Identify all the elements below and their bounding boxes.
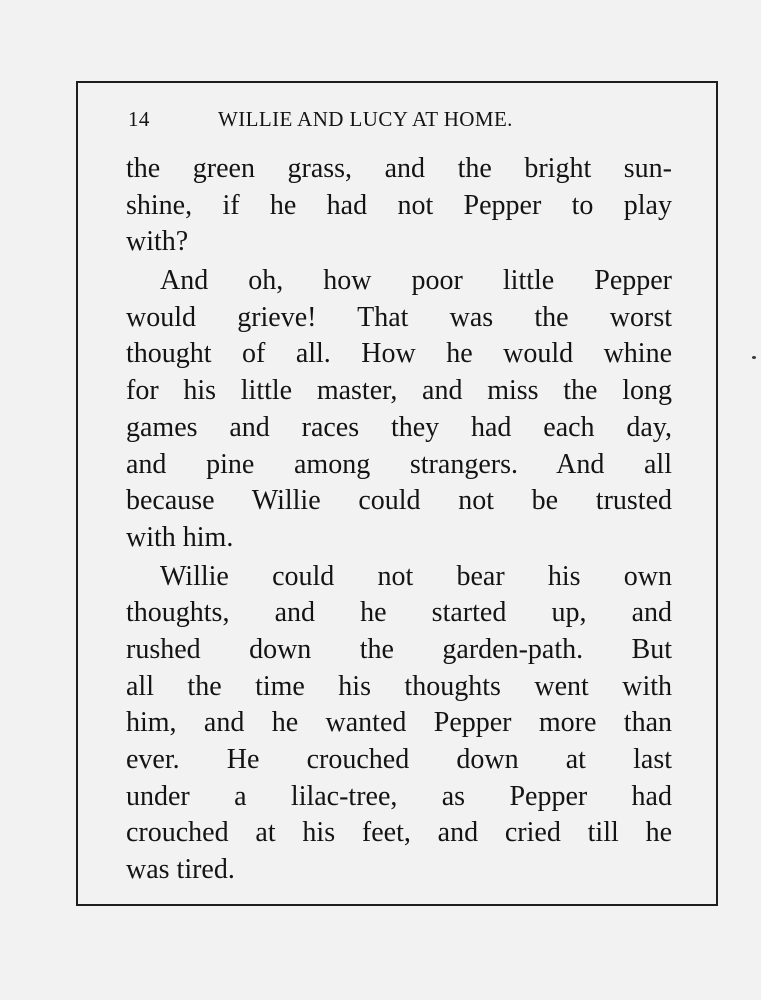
text-line: And oh, how poor little Pepper: [160, 265, 672, 297]
text-line: Willie could not bear his own: [160, 560, 672, 592]
text-line: ever. He crouched down at last: [126, 744, 672, 775]
running-title: WILLIE AND LUCY AT HOME.: [218, 107, 513, 131]
page-number: 14: [128, 107, 150, 131]
text-line: thoughts, and he started up, and: [126, 597, 672, 629]
text-line: under a lilac-tree, as Pepper had: [126, 780, 672, 812]
text-line: games and races they had each day,: [126, 411, 672, 443]
text-line: rushed down the garden-path. But: [126, 633, 672, 665]
text-line: crouched at his feet, and cried till he: [126, 817, 672, 849]
text-line: shine, if he had not Pepper to play: [126, 189, 672, 221]
text-line: the green grass, and the bright sun-: [126, 153, 672, 184]
scan-speck: [752, 356, 756, 359]
text-line: was tired.: [126, 854, 235, 886]
text-line: thought of all. How he would whine: [126, 338, 672, 370]
text-line: because Willie could not be trusted: [126, 485, 672, 517]
page-border: [76, 81, 718, 906]
text-line: with?: [126, 226, 189, 258]
text-line: and pine among strangers. And all: [126, 448, 672, 480]
text-line: would grieve! That was the worst: [126, 301, 672, 333]
text-line: him, and he wanted Pepper more than: [126, 707, 672, 739]
text-line: all the time his thoughts went with: [126, 670, 672, 702]
text-line: for his little master, and miss the long: [126, 375, 672, 407]
text-line: with him.: [126, 521, 234, 553]
body-text: [126, 151, 672, 889]
